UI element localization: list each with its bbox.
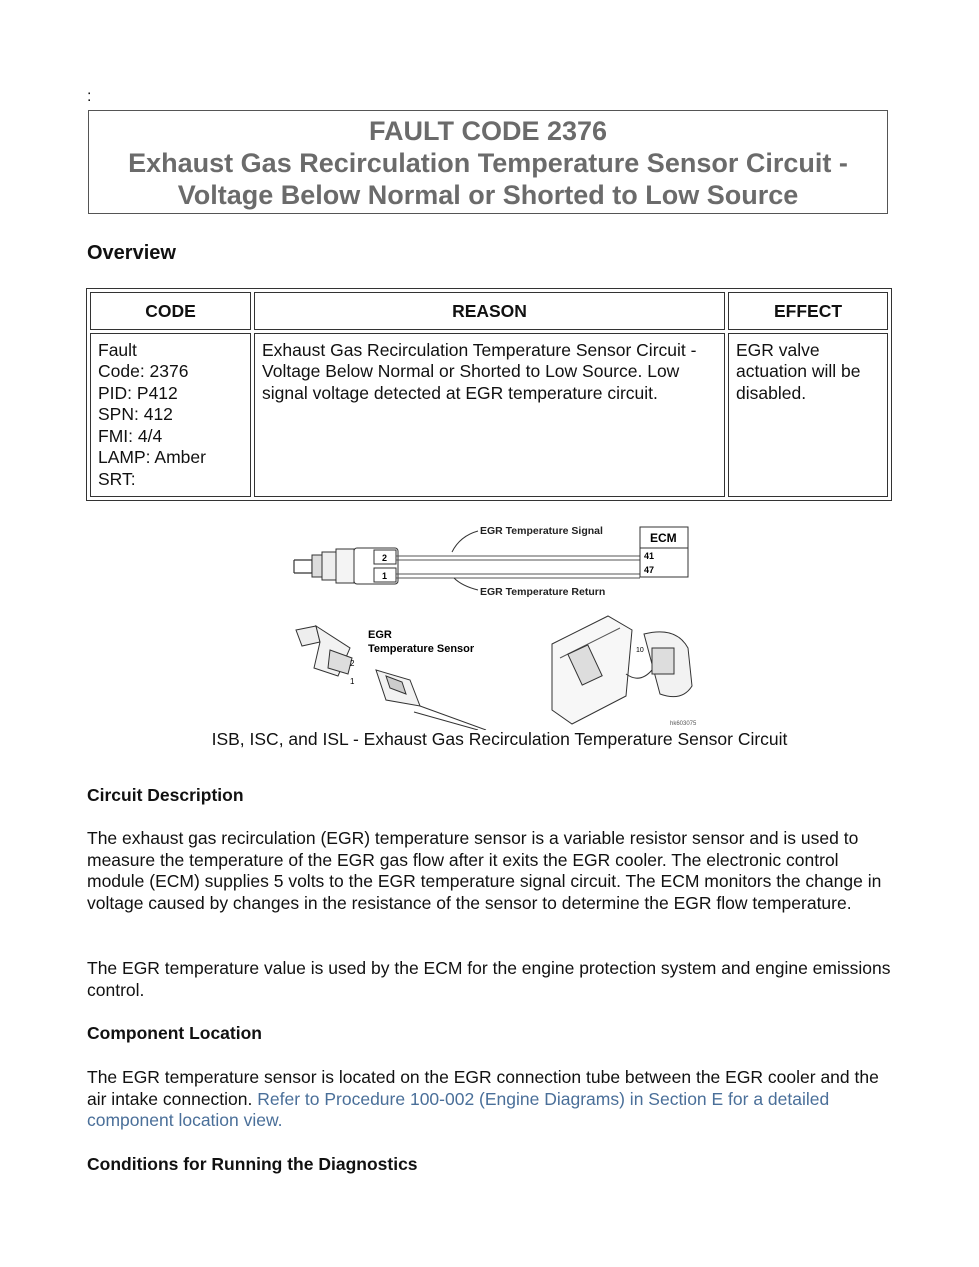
sensor-label-egr: EGR — [368, 629, 392, 641]
fault-title-line-3: Voltage Below Normal or Shorted to Low Source — [177, 180, 799, 210]
fault-code-title: FAULT CODE 2376 — [368, 116, 608, 146]
code-line: FMI: 4/4 — [98, 425, 163, 446]
page-colon: : — [87, 88, 92, 105]
column-header-reason: REASON — [254, 292, 725, 330]
sensor-label-temperature: Temperature Sensor — [368, 643, 475, 655]
circuit-description-paragraph-1: The exhaust gas recirculation (EGR) temperature sensor is a variable resistor sensor and is used to measure the temperature of the EGR gas flow after it exits the EGR cooler. The electronic control module (ECM) supplies 5 volts to the EGR temperature signal circuit. The ECM monitors the change in voltage caused by changes in the resistance of the sensor to determine the EGR flow temperature. — [87, 828, 882, 913]
component-location-paragraph — [87, 1067, 897, 1132]
circuit-description-heading: Circuit Description — [87, 785, 244, 805]
component-location-text: The EGR temperature sensor is located on the EGR connection tube between the EGR cooler and the air intake connection. — [87, 1067, 879, 1109]
table-row — [90, 333, 888, 498]
code-cell — [90, 333, 251, 498]
component-location-heading: Component Location — [87, 1023, 262, 1043]
ecm-illustration — [552, 616, 697, 727]
code-line: Fault — [98, 339, 137, 360]
ecm-label: ECM — [650, 531, 677, 545]
table-header-row — [90, 292, 888, 330]
code-line: SPN: 412 — [98, 404, 173, 424]
figure-ref-code: hk603075 — [670, 721, 697, 727]
overview-table — [86, 288, 892, 501]
procedure-reference-link[interactable]: Refer to Procedure 100-002 (Engine Diagrams) in Section E for a detailed component location view. — [87, 1088, 830, 1130]
figure-caption: ISB, ISC, and ISL - Exhaust Gas Recirculation Temperature Sensor Circuit — [211, 729, 788, 749]
fault-title-box — [88, 110, 888, 214]
column-header-effect: EFFECT — [728, 292, 888, 330]
ecm-small-10: 10 — [636, 647, 644, 654]
egr-return-label: EGR Temperature Return — [480, 586, 606, 598]
column-header-code: CODE — [90, 292, 251, 330]
code-line: Code: 2376 — [98, 361, 189, 381]
effect-cell: EGR valve actuation will be disabled. — [728, 333, 888, 498]
egr-sensor-circuit-diagram — [290, 518, 700, 730]
connector-pin-2: 2 — [382, 553, 388, 563]
code-line: LAMP: Amber — [98, 447, 206, 467]
reason-cell: Exhaust Gas Recirculation Temperature Sensor Circuit - Voltage Below Normal or Shorted to Low Source. Low signal voltage detected at EGR temperature circuit. — [254, 333, 725, 498]
circuit-description-paragraph-2: The EGR temperature value is used by the ECM for the engine protection system and engine emissions control. — [87, 958, 891, 1000]
connector-pin-1: 1 — [382, 571, 388, 581]
egr-sensor-illustration — [296, 626, 486, 730]
sensor-pin-1: 1 — [350, 677, 355, 686]
ecm-pin-41: 41 — [644, 551, 655, 561]
egr-signal-label: EGR Temperature Signal — [480, 525, 603, 537]
code-line: SRT: — [98, 468, 136, 489]
overview-heading: Overview — [87, 242, 176, 264]
conditions-heading: Conditions for Running the Diagnostics — [87, 1154, 418, 1174]
fault-title-line-2: Exhaust Gas Recirculation Temperature Sensor Circuit - — [128, 148, 848, 178]
ecm-pin-47: 47 — [644, 565, 655, 575]
sensor-pin-2: 2 — [350, 659, 355, 668]
code-line: PID: P412 — [98, 382, 178, 403]
